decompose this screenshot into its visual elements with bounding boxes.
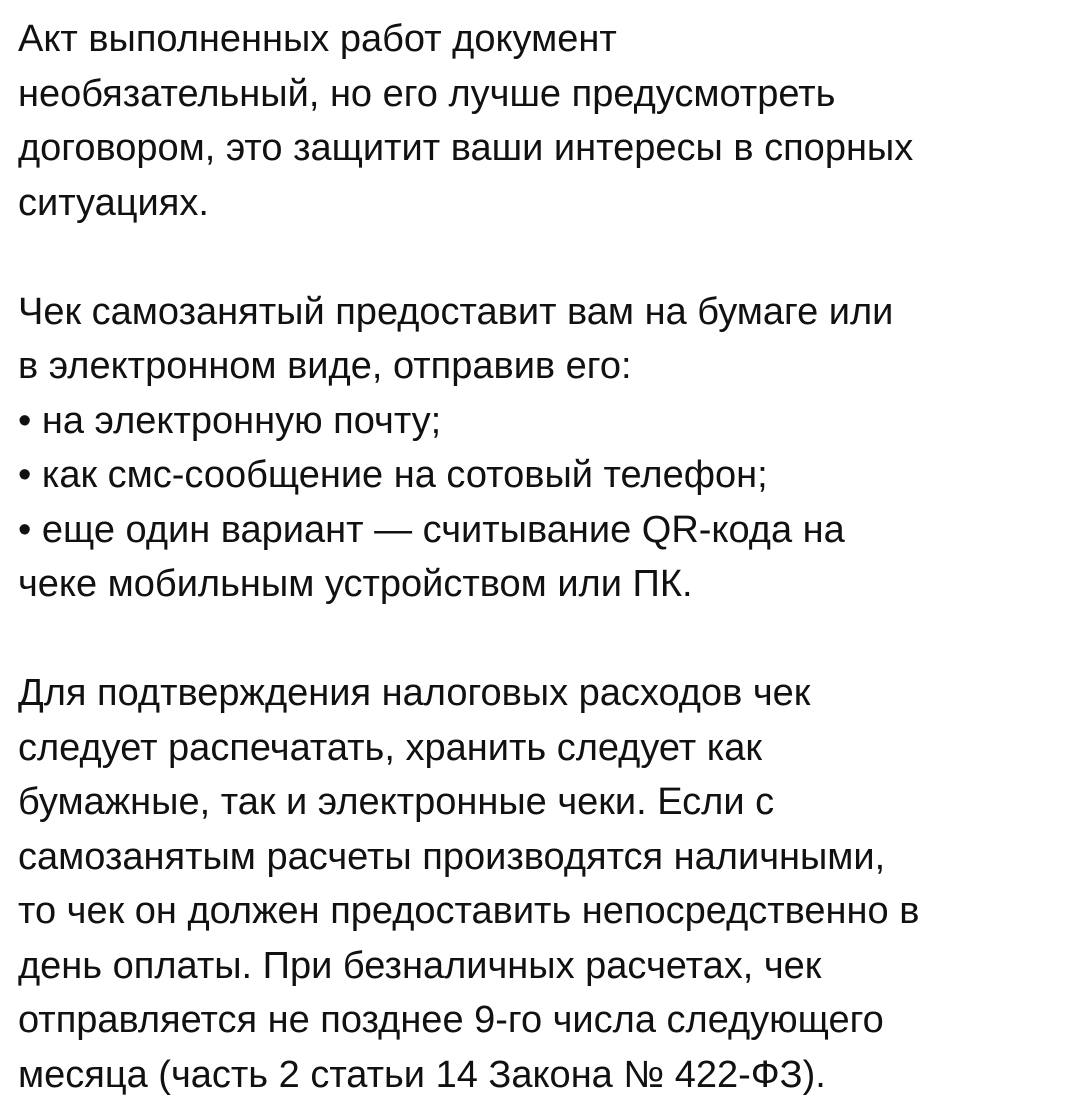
text-line: необязательный, но его лучше предусмотреть	[18, 67, 1068, 122]
text-line: договором, это защитит ваши интересы в спорных	[18, 121, 1068, 176]
text-line: чеке мобильным устройством или ПК.	[18, 557, 1068, 612]
bullet-item-sms: • как смс-сообщение на сотовый телефон;	[18, 448, 1068, 503]
text-line: то чек он должен предоставить непосредственно в	[18, 884, 1068, 939]
text-line: месяца (часть 2 статьи 14 Закона № 422-ФЗ).	[18, 1048, 1068, 1102]
bullet-item-qr-code: • еще один вариант — считывание QR-кода на	[18, 503, 1068, 558]
text-line: бумажные, так и электронные чеки. Если с	[18, 775, 1068, 830]
text-line: отправляется не позднее 9-го числа следующего	[18, 993, 1068, 1048]
paragraph-tax-expenses	[18, 666, 1068, 1102]
text-line: Акт выполненных работ документ	[18, 12, 1068, 67]
document-body	[18, 12, 1068, 1102]
text-line: следует распечатать, хранить следует как	[18, 721, 1068, 776]
paragraph-receipt-delivery	[18, 285, 1068, 612]
text-line: самозанятым расчеты производятся наличными,	[18, 830, 1068, 885]
text-line: Для подтверждения налоговых расходов чек	[18, 666, 1068, 721]
text-line: в электронном виде, отправив его:	[18, 339, 1068, 394]
text-line: Чек самозанятый предоставит вам на бумаге или	[18, 285, 1068, 340]
bullet-item-email: • на электронную почту;	[18, 394, 1068, 449]
paragraph-act-of-work	[18, 12, 1068, 230]
text-line: ситуациях.	[18, 176, 1068, 231]
text-line: день оплаты. При безналичных расчетах, чек	[18, 939, 1068, 994]
